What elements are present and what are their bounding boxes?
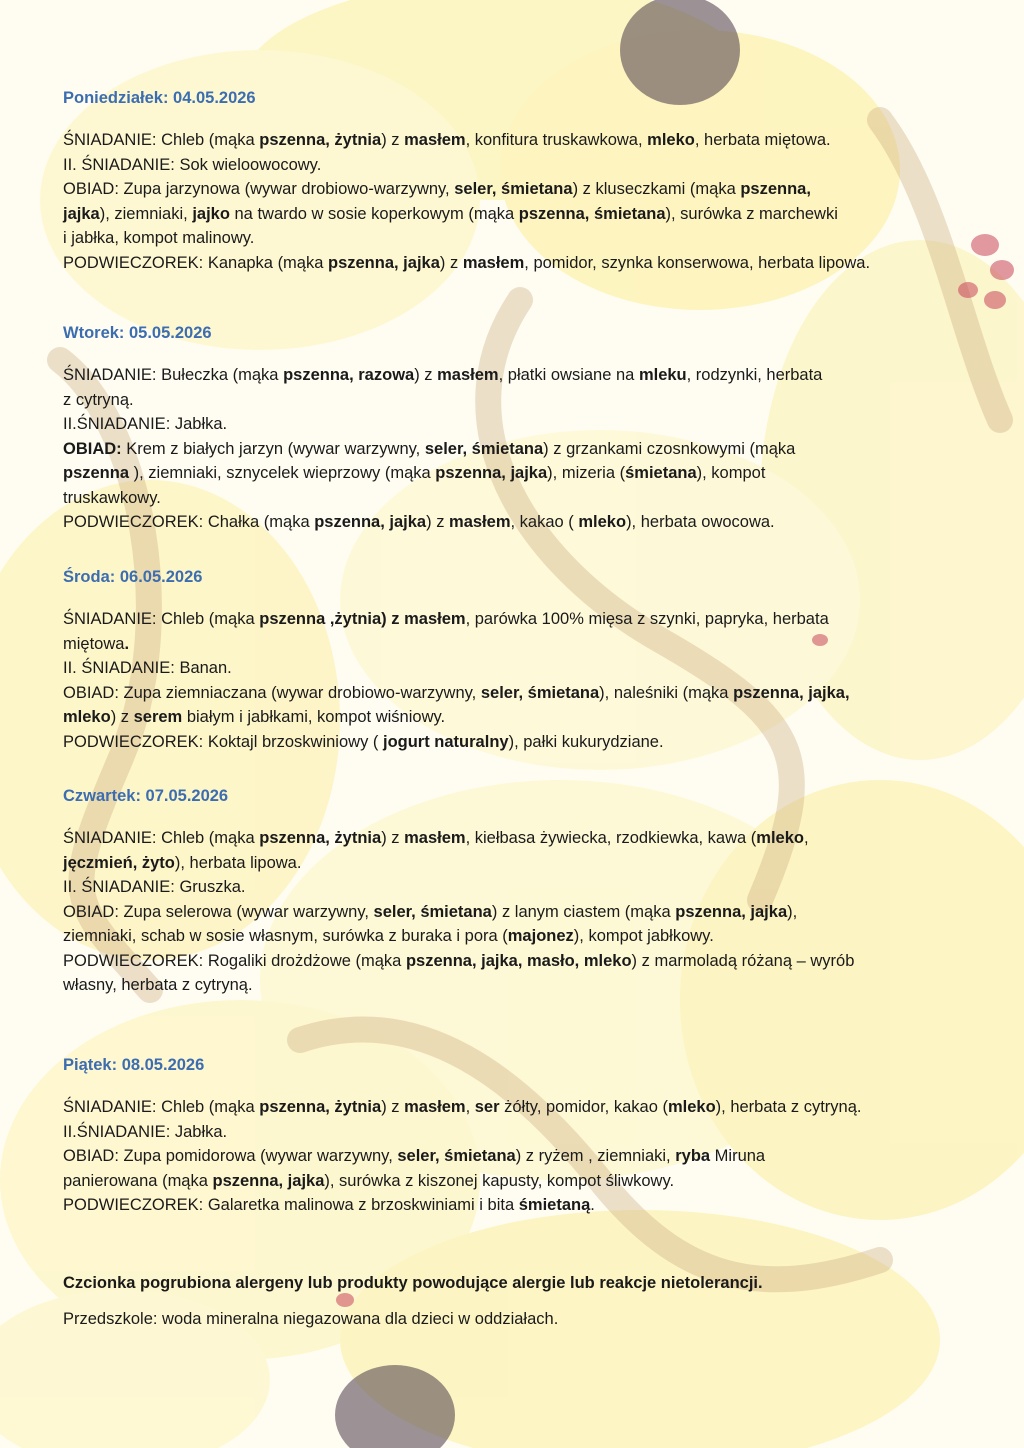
menu-text: Krem z białych jarzyn (wywar warzywny, xyxy=(121,439,425,458)
allergen-text: OBIAD: xyxy=(63,439,122,458)
menu-text: , parówka 100% mięsa z szynki, papryka, herbata xyxy=(465,610,829,628)
menu-line xyxy=(63,412,963,437)
menu-text: OBIAD: Zupa jarzynowa (wywar drobiowo-warzywny, xyxy=(63,180,455,198)
menu-line xyxy=(63,924,963,949)
allergen-text: pszenna, jajka xyxy=(314,513,427,531)
menu-text: , kiełbasa żywiecka, rzodkiewka, kawa ( xyxy=(465,829,757,847)
menu-text: II. ŚNIADANIE: Sok wieloowocowy. xyxy=(63,155,322,174)
menu-line xyxy=(63,486,963,511)
allergen-text: pszenna, jajka xyxy=(675,902,788,921)
menu-line xyxy=(63,1169,963,1194)
day-menu-wednesday xyxy=(63,607,963,754)
menu-line xyxy=(63,437,963,462)
allergen-text: pszenna xyxy=(63,464,130,482)
water-note: Przedszkole: woda mineralna niegazowana dla dzieci w oddziałach. xyxy=(63,1310,559,1328)
allergen-text: jajko xyxy=(192,204,230,223)
allergen-text: masłem xyxy=(437,366,499,384)
menu-text: własny, herbata z cytryną. xyxy=(63,976,253,994)
allergen-text: . xyxy=(124,634,130,653)
menu-text: białym i jabłkami, kompot wiśniowy. xyxy=(182,708,446,726)
menu-text: ) z xyxy=(414,366,438,384)
menu-line xyxy=(63,681,963,706)
menu-text: ) z xyxy=(110,708,134,726)
menu-line xyxy=(63,1193,963,1218)
menu-text: ), herbata owocowa. xyxy=(626,513,775,531)
allergen-text: jogurt naturalny xyxy=(382,732,509,751)
allergen-text: pszenna, jajka, masło, mleko xyxy=(405,951,632,970)
menu-text: ), mizeria ( xyxy=(547,464,626,482)
allergen-text: mleko xyxy=(63,708,111,726)
menu-text: II. ŚNIADANIE: Gruszka. xyxy=(63,878,246,896)
allergen-text: śmietaną xyxy=(518,1196,591,1214)
menu-line xyxy=(63,177,963,202)
menu-text: ) z ryżem , ziemniaki, xyxy=(515,1147,676,1165)
allergen-text: pszenna, jajka xyxy=(212,1171,325,1190)
menu-text: , płatki owsiane na xyxy=(498,366,639,384)
allergen-text: śmietana xyxy=(625,464,697,482)
allergen-text: ser xyxy=(474,1098,500,1116)
allergen-text: jęczmień, żyto xyxy=(63,853,175,872)
allergen-text: seler, śmietana xyxy=(424,439,544,458)
menu-text: ŚNIADANIE: Chleb (mąka xyxy=(63,131,260,149)
menu-text: ziemniaki, schab w sosie własnym, surówka z buraka i pora ( xyxy=(63,927,508,945)
menu-text: OBIAD: Zupa pomidorowa (wywar warzywny, xyxy=(63,1147,398,1165)
menu-text: ), surówka z kiszonej kapusty, kompot śliwkowy. xyxy=(324,1171,675,1190)
menu-line xyxy=(63,510,963,535)
menu-text: ), ziemniaki, sznycelek wieprzowy (mąka xyxy=(129,464,436,482)
allergen-text: mleko xyxy=(647,131,695,149)
menu-text: PODWIECZOREK: Kanapka (mąka xyxy=(63,253,328,272)
menu-text: ) z grzankami czosnkowymi (mąka xyxy=(543,439,796,458)
allergen-text: masłem xyxy=(449,513,511,531)
day-heading-monday: Poniedziałek: 04.05.2026 xyxy=(63,89,256,107)
menu-text: ) z kluseczkami (mąka xyxy=(572,180,741,198)
menu-text: , konfitura truskawkowa, xyxy=(465,131,648,149)
menu-line xyxy=(63,226,963,251)
menu-text: PODWIECZOREK: Koktajl brzoskwiniowy ( xyxy=(63,732,383,751)
menu-text: , pomidor, szynka konserwowa, herbata lipowa. xyxy=(524,253,871,272)
allergen-text: pszenna, żytnia xyxy=(259,829,382,847)
allergen-text: pszenna, jajka xyxy=(435,464,548,482)
menu-text: PODWIECZOREK: Chałka (mąka xyxy=(63,513,315,531)
menu-text: truskawkowy. xyxy=(63,488,161,507)
allergen-text: pszenna, śmietana xyxy=(518,204,666,223)
allergen-text: seler, śmietana xyxy=(454,180,573,198)
allergen-text: pszenna, jajka, xyxy=(733,683,850,702)
menu-text: ) z xyxy=(381,1098,405,1116)
menu-text: Miruna xyxy=(710,1147,766,1165)
menu-text: II. ŚNIADANIE: Banan. xyxy=(63,659,232,677)
allergen-text: majonez xyxy=(507,927,574,945)
menu-text: PODWIECZOREK: Galaretka malinowa z brzoskwiniami i bita xyxy=(63,1196,519,1214)
menu-line xyxy=(63,251,963,276)
menu-text: ), kompot xyxy=(696,464,766,482)
allergen-text: pszenna, xyxy=(740,180,811,198)
menu-text: II.ŚNIADANIE: Jabłka. xyxy=(63,1122,228,1141)
allergen-text: mleku xyxy=(638,366,687,384)
menu-text: ), ziemniaki, xyxy=(99,204,193,223)
menu-line xyxy=(63,461,963,486)
menu-text: ), kompot jabłkowy. xyxy=(573,927,714,945)
allergen-text: mleko xyxy=(667,1098,716,1116)
allergen-text: pszenna, żytnia xyxy=(259,131,382,149)
menu-text: żółty, pomidor, kakao ( xyxy=(499,1098,668,1116)
menu-line xyxy=(63,153,963,178)
menu-line xyxy=(63,202,963,227)
menu-text: ), pałki kukurydziane. xyxy=(508,732,664,751)
day-heading-tuesday: Wtorek: 05.05.2026 xyxy=(63,324,212,342)
menu-text: , kakao ( xyxy=(510,513,579,531)
menu-text: , rodzynki, herbata xyxy=(686,366,823,384)
menu-text: ) z xyxy=(439,253,463,272)
allergen-text: masłem xyxy=(462,253,525,272)
menu-text: ) z marmoladą różaną – wyrób xyxy=(631,951,855,970)
day-menu-tuesday xyxy=(63,363,963,535)
menu-text: panierowana (mąka xyxy=(63,1171,213,1190)
menu-text: , xyxy=(803,829,809,847)
day-menu-friday xyxy=(63,1095,963,1218)
menu-line xyxy=(63,128,963,153)
menu-text: ), surówka z marchewki xyxy=(665,204,838,223)
allergen-text: mleko xyxy=(756,829,804,847)
menu-line xyxy=(63,900,963,925)
menu-text: , xyxy=(465,1098,475,1116)
menu-text: PODWIECZOREK: Rogaliki drożdżowe (mąka xyxy=(63,951,406,970)
menu-line xyxy=(63,1144,963,1169)
allergen-text: mleko xyxy=(578,513,627,531)
menu-text: ), naleśniki (mąka xyxy=(599,683,734,702)
menu-text: ŚNIADANIE: Bułeczka (mąka xyxy=(63,366,284,384)
allergen-text: masłem xyxy=(404,1098,466,1116)
menu-line xyxy=(63,705,963,730)
menu-line xyxy=(63,730,963,755)
allergen-text: masłem xyxy=(404,131,466,149)
menu-text: , herbata miętowa. xyxy=(694,131,831,149)
menu-line xyxy=(63,632,963,657)
menu-line xyxy=(63,656,963,681)
allergen-text: serem xyxy=(133,708,183,726)
menu-line xyxy=(63,973,963,998)
day-heading-friday: Piątek: 08.05.2026 xyxy=(63,1056,205,1074)
menu-line xyxy=(63,607,963,632)
menu-line xyxy=(63,363,963,388)
allergen-note: Czcionka pogrubiona alergeny lub produkty powodujące alergie lub reakcje nietolerancji. xyxy=(63,1274,763,1292)
menu-text: ŚNIADANIE: Chleb (mąka xyxy=(63,610,260,628)
day-menu-thursday xyxy=(63,826,963,998)
day-heading-thursday: Czwartek: 07.05.2026 xyxy=(63,787,229,805)
day-menu-monday xyxy=(63,128,963,275)
menu-text: ŚNIADANIE: Chleb (mąka xyxy=(63,1098,260,1116)
menu-line xyxy=(63,1095,963,1120)
allergen-text: seler, śmietana xyxy=(397,1147,516,1165)
allergen-text: ryba xyxy=(675,1147,711,1165)
menu-text: II.ŚNIADANIE: Jabłka. xyxy=(63,415,228,433)
menu-text: ), herbata lipowa. xyxy=(174,853,302,872)
allergen-text: pszenna ,żytnia) z masłem xyxy=(259,610,466,628)
allergen-text: masłem xyxy=(404,829,466,847)
menu-text: ) z xyxy=(426,513,450,531)
menu-text: ), herbata z cytryną. xyxy=(715,1098,862,1116)
allergen-text: seler, śmietana xyxy=(480,683,600,702)
menu-line xyxy=(63,388,963,413)
menu-text: i jabłka, kompot malinowy. xyxy=(63,229,255,247)
menu-line xyxy=(63,826,963,851)
menu-text: OBIAD: Zupa selerowa (wywar warzywny, xyxy=(63,902,374,921)
menu-line xyxy=(63,1120,963,1145)
allergen-text: pszenna, jajka xyxy=(328,253,440,272)
allergen-text: jajka xyxy=(63,204,100,223)
menu-text: ŚNIADANIE: Chleb (mąka xyxy=(63,829,260,847)
allergen-text: pszenna, żytnia xyxy=(259,1098,382,1116)
allergen-text: seler, śmietana xyxy=(373,902,492,921)
menu-line xyxy=(63,875,963,900)
allergen-text: pszenna, razowa xyxy=(283,366,415,384)
menu-text: z cytryną. xyxy=(63,390,134,409)
menu-text: na twardo w sosie koperkowym (mąka xyxy=(229,204,519,223)
menu-text: . xyxy=(590,1196,595,1214)
menu-text: ) z xyxy=(381,131,405,149)
menu-text: ), xyxy=(787,902,798,921)
menu-line xyxy=(63,851,963,876)
menu-text: ) z lanym ciastem (mąka xyxy=(491,902,676,921)
menu-text: ) z xyxy=(381,829,405,847)
menu-text: OBIAD: Zupa ziemniaczana (wywar drobiowo-warzywny, xyxy=(63,683,481,702)
day-heading-wednesday: Środa: 06.05.2026 xyxy=(63,568,203,586)
menu-line xyxy=(63,949,963,974)
menu-text: miętowa xyxy=(63,634,125,653)
